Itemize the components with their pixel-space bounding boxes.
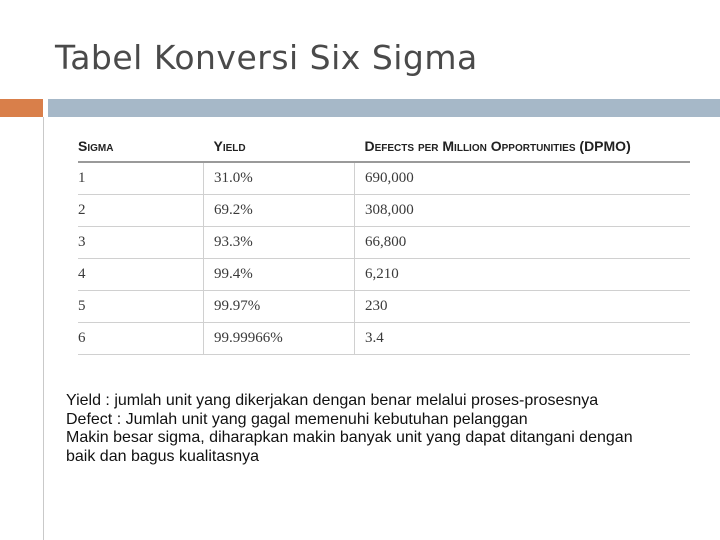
sigma-cell: 4	[78, 259, 204, 291]
divider-line	[43, 117, 44, 540]
table-row	[78, 162, 690, 195]
sigma-cell: 3	[78, 227, 204, 259]
dpmo-cell: 690,000	[355, 162, 691, 195]
table-row	[78, 195, 690, 227]
table-header-row	[78, 131, 690, 162]
dpmo-cell: 230	[355, 291, 691, 323]
sigma-cell: 2	[78, 195, 204, 227]
sigma-cell: 5	[78, 291, 204, 323]
column-header-yield: Yield	[204, 131, 355, 162]
yield-cell: 99.4%	[204, 259, 355, 291]
note-yield: Yield : jumlah unit yang dikerjakan dengan benar melalui proses-prosesnya	[66, 392, 599, 409]
column-header-sigma: Sigma	[78, 131, 204, 162]
table-row	[78, 291, 690, 323]
yield-cell: 99.99966%	[204, 323, 355, 355]
slide-title: Tabel Konversi Six Sigma	[55, 38, 478, 77]
note-sigma: Makin besar sigma, diharapkan makin banyak unit yang dapat ditangani dengan baik dan bagus kualitasnya	[66, 429, 633, 465]
sigma-cell: 1	[78, 162, 204, 195]
note-defect: Defect : Jumlah unit yang gagal memenuhi kebutuhan pelanggan	[66, 410, 528, 428]
dpmo-cell: 6,210	[355, 259, 691, 291]
dpmo-cell: 66,800	[355, 227, 691, 259]
six-sigma-conversion-table	[78, 131, 690, 355]
accent-bar	[0, 99, 43, 117]
sigma-cell: 6	[78, 323, 204, 355]
table-row	[78, 227, 690, 259]
yield-cell: 93.3%	[204, 227, 355, 259]
yield-cell: 69.2%	[204, 195, 355, 227]
dpmo-cell: 3.4	[355, 323, 691, 355]
yield-cell: 99.97%	[204, 291, 355, 323]
yield-cell: 31.0%	[204, 162, 355, 195]
table-row	[78, 259, 690, 291]
table-row	[78, 323, 690, 355]
column-header-dpmo: Defects per Million Opportunities (DPMO)	[355, 131, 691, 162]
dpmo-cell: 308,000	[355, 195, 691, 227]
header-bar	[48, 99, 720, 117]
notes-block	[66, 392, 666, 466]
